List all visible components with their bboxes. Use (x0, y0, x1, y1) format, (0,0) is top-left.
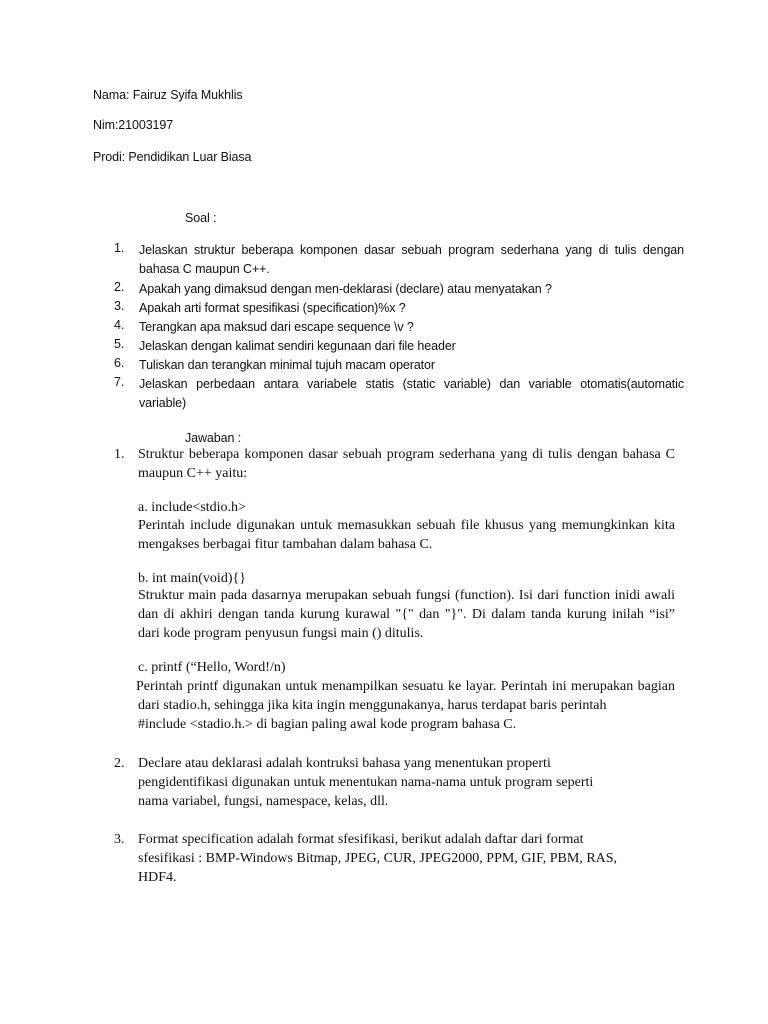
jawaban-number: 1. (114, 447, 125, 462)
student-name: Nama: Fairuz Syifa Mukhlis (93, 88, 243, 102)
answer-text-line: mengakses berbagai fitur tambahan dalam bahasa C. (138, 537, 433, 552)
answer-text-line: Format specification adalah format sfesifikasi, berikut adalah daftar dari format (138, 832, 584, 847)
soal-text-line: Tuliskan dan terangkan minimal tujuh macam operator (139, 358, 435, 372)
answer-text-line: pengidentifikasi digunakan untuk menentukan nama-nama untuk program seperti (138, 775, 594, 790)
soal-number: 3. (114, 299, 125, 313)
soal-text-line: bahasa C maupun C++. (139, 262, 270, 276)
soal-text-line: Jelaskan struktur beberapa komponen dasar sebuah program sederhana yang di tulis dengan (139, 243, 684, 257)
answer-text-line: Struktur main pada dasarnya merupakan sebuah fungsi (function). Isi dari function inidi awali (138, 588, 675, 603)
answer-text-line: Declare atau deklarasi adalah kontruksi bahasa yang menentukan properti (138, 756, 551, 771)
answer-text-line: nama variabel, fungsi, namespace, kelas, dll. (138, 794, 389, 809)
answer-text-line: #include <stadio.h.> di bagian paling awal kode program bahasa C. (138, 717, 517, 732)
answer-text-line: Perintah include digunakan untuk memasukkan sebuah file khusus yang memungkinkan kita (138, 518, 675, 533)
answer-text-line: Perintah printf digunakan untuk menampilkan sesuatu ke layar. Perintah ini merupakan bagian (136, 679, 675, 694)
soal-text-line: Apakah yang dimaksud dengan men-deklarasi (declare) atau menyatakan ? (139, 282, 552, 296)
answer-text-line: sfesifikasi : BMP-Windows Bitmap, JPEG, CUR, JPEG2000, PPM, GIF, PBM, RAS, (138, 851, 618, 866)
soal-text-line: Jelaskan perbedaan antara variabele statis (static variable) dan variable otomatis(automatic (139, 377, 684, 391)
soal-text-line: variable) (139, 396, 187, 410)
subpoint-a-title: a. include<stdio.h> (138, 500, 246, 515)
answer-text-line: HDF4. (138, 870, 177, 885)
soal-number: 4. (114, 318, 125, 332)
soal-text-line: Apakah arti format spesifikasi (specification)%x ? (139, 301, 406, 315)
jawaban-number: 3. (114, 832, 125, 847)
answer-text-line: dari kode program penyusun fungsi main () ditulis. (138, 626, 424, 641)
jawaban-heading: Jawaban : (185, 431, 242, 445)
answer-text-line: Struktur beberapa komponen dasar sebuah program sederhana yang di tulis dengan bahasa C (138, 447, 675, 462)
answer-text-line: dan di akhiri dengan tanda kurung kurawal "{" dan "}". Di dalam tanda kurung inilah “isi” (138, 607, 675, 622)
soal-number: 1. (114, 241, 125, 255)
soal-number: 5. (114, 337, 125, 351)
soal-heading: Soal : (185, 211, 217, 225)
soal-text-line: Terangkan apa maksud dari escape sequence \v ? (139, 320, 414, 334)
soal-text-line: Jelaskan dengan kalimat sendiri kegunaan dari file header (139, 339, 456, 353)
student-nim: Nim:21003197 (93, 118, 174, 132)
subpoint-b-title: b. int main(void){} (138, 571, 246, 586)
answer-text-line: maupun C++ yaitu: (138, 466, 248, 481)
answer-text-line: dari stadio.h, sehingga jika kita ingin menggunakanya, harus terdapat baris perintah (138, 698, 607, 713)
soal-number: 6. (114, 356, 125, 370)
soal-number: 2. (114, 280, 125, 294)
jawaban-number: 2. (114, 756, 125, 771)
student-prodi: Prodi: Pendidikan Luar Biasa (93, 150, 252, 164)
soal-number: 7. (114, 375, 125, 389)
subpoint-c-title: c. printf (“Hello, Word!/n) (138, 660, 286, 675)
